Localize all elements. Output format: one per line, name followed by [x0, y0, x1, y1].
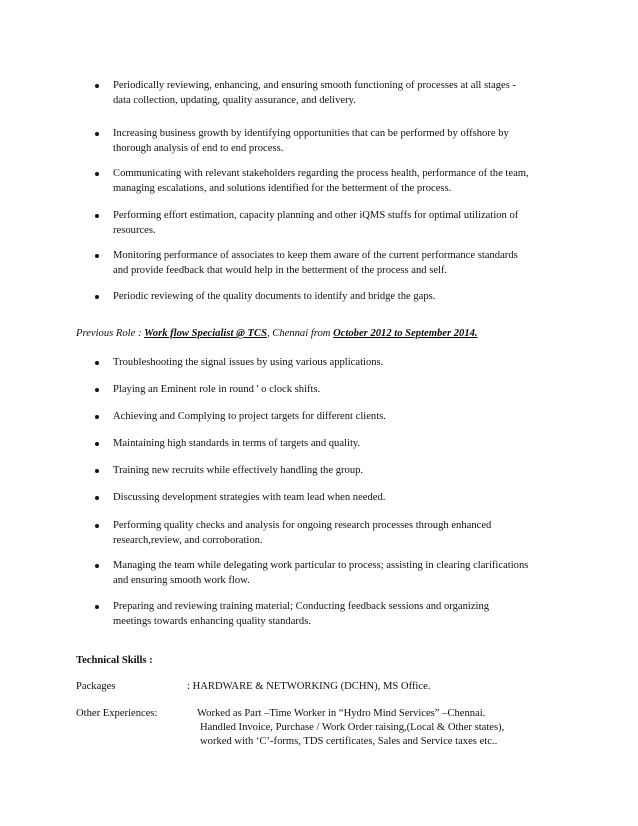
bullet-icon — [95, 496, 99, 500]
list-item — [113, 463, 573, 478]
other-experience-line: Worked as Part –Time Worker in “Hydro Mind Services” –Chennai. — [197, 708, 486, 719]
item-line: Preparing and reviewing training material; Conducting feedback sessions and organizing — [113, 601, 490, 612]
list-item — [113, 490, 573, 505]
other-experiences-label: Other Experiences: — [76, 708, 158, 719]
bullet-icon — [95, 214, 99, 218]
other-experience-line: Handled Invoice, Purchase / Work Order raising,(Local & Other states), — [200, 722, 505, 733]
list-item — [113, 436, 573, 451]
list-item — [113, 208, 573, 238]
item-line: managing escalations, and solutions identified for the betterment of the process. — [113, 183, 452, 194]
item-line: Discussing development strategies with team lead when needed. — [113, 492, 386, 503]
item-line: meetings towards enhancing quality standards. — [113, 616, 311, 627]
other-experience-line: worked with ‘C’-forms, TDS certificates, Sales and Service taxes etc.. — [200, 736, 498, 747]
list-item — [113, 126, 573, 156]
list-item — [113, 355, 573, 370]
bullet-icon — [95, 605, 99, 609]
list-item — [113, 166, 573, 196]
item-line: Troubleshooting the signal issues by using various applications. — [113, 357, 384, 368]
role-title: Work flow Specialist @ TCS — [144, 328, 267, 339]
previous-role-heading — [76, 326, 556, 341]
packages-value: : HARDWARE & NETWORKING (DCHN), MS Office. — [187, 681, 431, 692]
item-line: data collection, updating, quality assurance, and delivery. — [113, 95, 356, 106]
item-line: Periodically reviewing, enhancing, and ensuring smooth functioning of processes at all stages - — [113, 80, 517, 91]
bullet-icon — [95, 564, 99, 568]
role-prefix: Previous Role : — [76, 328, 145, 339]
bullet-icon — [95, 254, 99, 258]
item-line: Monitoring performance of associates to keep them aware of the current performance standards — [113, 250, 518, 261]
item-line: research,review, and corroboration. — [113, 535, 263, 546]
list-item — [113, 409, 573, 424]
role-period: October 2012 to September 2014. — [333, 328, 478, 339]
role-location: , Chennai from — [266, 328, 334, 339]
bullet-icon — [95, 84, 99, 88]
bullet-icon — [95, 132, 99, 136]
packages-label: Packages — [76, 681, 116, 692]
list-item — [113, 518, 573, 548]
technical-skills-heading: Technical Skills : — [76, 655, 153, 666]
item-line: Performing quality checks and analysis for ongoing research processes through enhanced — [113, 520, 492, 531]
bullet-icon — [95, 388, 99, 392]
bullet-icon — [95, 524, 99, 528]
item-line: thorough analysis of end to end process. — [113, 143, 284, 154]
item-line: resources. — [113, 225, 156, 236]
bullet-icon — [95, 415, 99, 419]
list-item — [113, 382, 573, 397]
item-line: Performing effort estimation, capacity planning and other iQMS stuffs for optimal utilization of — [113, 210, 519, 221]
list-item — [113, 599, 573, 629]
item-line: Managing the team while delegating work particular to process; assisting in clearing clarifications — [113, 560, 529, 571]
item-line: Increasing business growth by identifying opportunities that can be performed by offshore by — [113, 128, 509, 139]
item-line: Communicating with relevant stakeholders regarding the process health, performance of the team, — [113, 168, 529, 179]
bullet-icon — [95, 442, 99, 446]
item-line: Achieving and Complying to project targets for different clients. — [113, 411, 386, 422]
bullet-icon — [95, 295, 99, 299]
bullet-icon — [95, 172, 99, 176]
item-line: Playing an Eminent role in round ' o clock shifts. — [113, 384, 321, 395]
item-line: Maintaining high standards in terms of targets and quality. — [113, 438, 361, 449]
list-item — [113, 558, 573, 588]
item-line: and provide feedback that would help in the betterment of the process and self. — [113, 265, 448, 276]
bullet-icon — [95, 361, 99, 365]
bullet-icon — [95, 469, 99, 473]
list-item — [113, 78, 573, 108]
item-line: Training new recruits while effectively handling the group. — [113, 465, 364, 476]
item-line: Periodic reviewing of the quality documents to identify and bridge the gaps. — [113, 291, 436, 302]
item-line: and ensuring smooth work flow. — [113, 575, 250, 586]
list-item — [113, 289, 573, 304]
list-item — [113, 248, 573, 278]
